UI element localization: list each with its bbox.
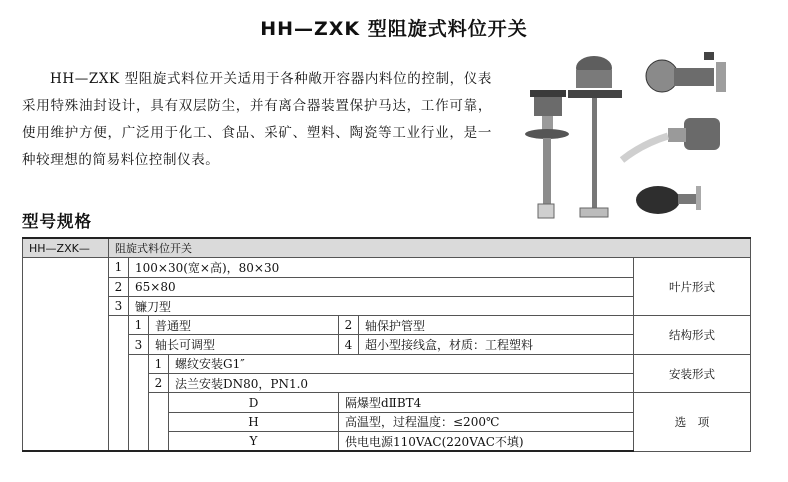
intro-paragraph: HH—ZXK 型阻旋式料位开关适用于各种敞开容器内料位的控制，仪表采用特殊油封设计，具有双层防尘，并有离合器装置保护马达，工作可靠，使用维护方便，广泛用于化工、食品、采矿、塑料、陶瓷等工业行业，是一种较理想的简易料位控制仪表。	[22, 71, 492, 168]
spec-table	[22, 237, 751, 452]
install-group-label: 安装形式	[634, 354, 751, 393]
structure-option-text: 轴长可调型	[149, 335, 339, 354]
install-option-num: 1	[149, 354, 169, 373]
option-text: 高温型，过程温度：≤200℃	[339, 412, 634, 431]
blade-group-label: 叶片形式	[634, 258, 751, 316]
blade-option-text: 65×80	[129, 277, 634, 296]
blade-option-num: 1	[109, 258, 129, 277]
option-code: H	[169, 412, 339, 431]
model-code: HH—ZXK—	[23, 238, 109, 258]
structure-option-num: 3	[129, 335, 149, 354]
product-photo-flanged-switch	[525, 90, 569, 218]
page-title: HH—ZXK 型阻旋式料位开关	[260, 18, 528, 40]
table-row	[23, 316, 751, 335]
structure-option-text: 超小型接线盒，材质：工程塑料	[359, 335, 634, 354]
table-row	[23, 258, 751, 277]
table-row	[23, 238, 751, 258]
model-name: 阻旋式料位开关	[109, 238, 751, 258]
install-option-text: 法兰安装DN80，PN1.0	[169, 374, 634, 393]
blade-option-text: 100×30(宽×高)，80×30	[129, 258, 634, 277]
options-group-label: 选 项	[634, 393, 751, 451]
section-title: 型号规格	[22, 212, 92, 231]
structure-option-num: 2	[339, 316, 359, 335]
structure-option-num: 4	[339, 335, 359, 354]
product-photo-side-mount-switch	[622, 118, 720, 160]
table-row	[23, 354, 751, 373]
install-option-text: 螺纹安装G1″	[169, 354, 634, 373]
structure-option-num: 1	[129, 316, 149, 335]
product-photo-compact-switch	[646, 52, 726, 92]
product-photos	[512, 48, 774, 228]
blade-option-text: 镰刀型	[129, 296, 634, 315]
structure-option-text: 轴保护管型	[359, 316, 634, 335]
blade-option-num: 3	[109, 296, 129, 315]
product-photo-mini-switch	[636, 186, 701, 214]
product-photo-long-shaft-switch	[568, 56, 622, 217]
install-option-num: 2	[149, 374, 169, 393]
structure-group-label: 结构形式	[634, 316, 751, 355]
table-row	[23, 393, 751, 412]
option-code: Y	[169, 431, 339, 451]
structure-option-text: 普通型	[149, 316, 339, 335]
option-text: 隔爆型dⅡBT4	[339, 393, 634, 412]
option-code: D	[169, 393, 339, 412]
option-text: 供电电源110VAC(220VAC不填)	[339, 431, 634, 451]
blade-option-num: 2	[109, 277, 129, 296]
